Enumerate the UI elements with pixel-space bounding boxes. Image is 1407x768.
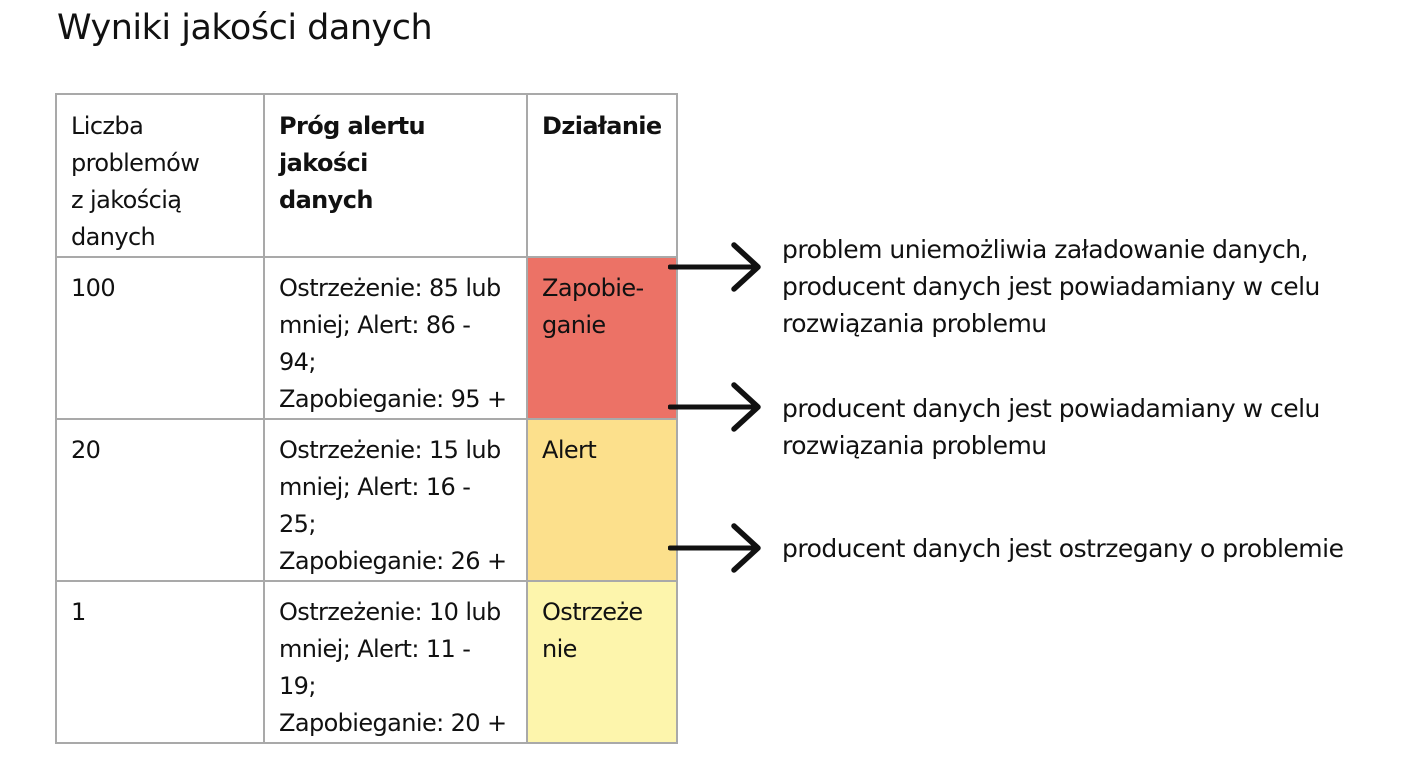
arrow-right-icon — [668, 241, 764, 293]
data-quality-table — [55, 93, 678, 744]
arrow-prevention — [668, 241, 764, 293]
description-alert: producent danych jest powiadamiany w celu rozwiązania problemu — [782, 394, 1320, 460]
issue-count-value: 1 — [71, 598, 86, 626]
action-cell-alert — [527, 419, 677, 581]
action-label: Zapobie- ganie — [542, 274, 644, 339]
issue-count-cell — [56, 581, 264, 743]
issue-count-value: 20 — [71, 436, 101, 464]
arrow-warning — [668, 522, 764, 574]
header-alert-threshold-label: Próg alertu jakości danych — [279, 112, 425, 214]
arrow-alert — [668, 381, 764, 433]
action-cell-warning — [527, 581, 677, 743]
issue-count-cell — [56, 419, 264, 581]
page-title: Wyniki jakości danych — [57, 8, 433, 48]
description-prevention: problem uniemożliwia załadowanie danych, producent danych jest powiadamiany w celu rozwiązania problemu — [782, 235, 1320, 338]
table-header-row — [56, 94, 677, 257]
table-row — [56, 581, 677, 743]
action-label: Alert — [542, 436, 597, 464]
arrow-right-icon — [668, 381, 764, 433]
table-row — [56, 257, 677, 419]
table-row — [56, 419, 677, 581]
action-label: Ostrzeże nie — [542, 598, 643, 663]
threshold-value: Ostrzeżenie: 15 lub mniej; Alert: 16 - 25; Zapobieganie: 26 + — [279, 436, 507, 575]
threshold-value: Ostrzeżenie: 10 lub mniej; Alert: 11 - 19; Zapobieganie: 20 + — [279, 598, 507, 737]
header-issue-count-label: Liczba problemów z jakością danych — [71, 112, 200, 251]
header-issue-count — [56, 94, 264, 257]
description-warning: producent danych jest ostrzegany o problemie — [782, 534, 1344, 563]
issue-count-cell — [56, 257, 264, 419]
threshold-cell — [264, 257, 527, 419]
threshold-value: Ostrzeżenie: 85 lub mniej; Alert: 86 - 94; Zapobieganie: 95 + — [279, 274, 507, 413]
header-alert-threshold — [264, 94, 527, 257]
issue-count-value: 100 — [71, 274, 116, 302]
header-action — [527, 94, 677, 257]
action-cell-prevention — [527, 257, 677, 419]
arrow-right-icon — [668, 522, 764, 574]
header-action-label: Działanie — [542, 112, 662, 140]
threshold-cell — [264, 581, 527, 743]
threshold-cell — [264, 419, 527, 581]
